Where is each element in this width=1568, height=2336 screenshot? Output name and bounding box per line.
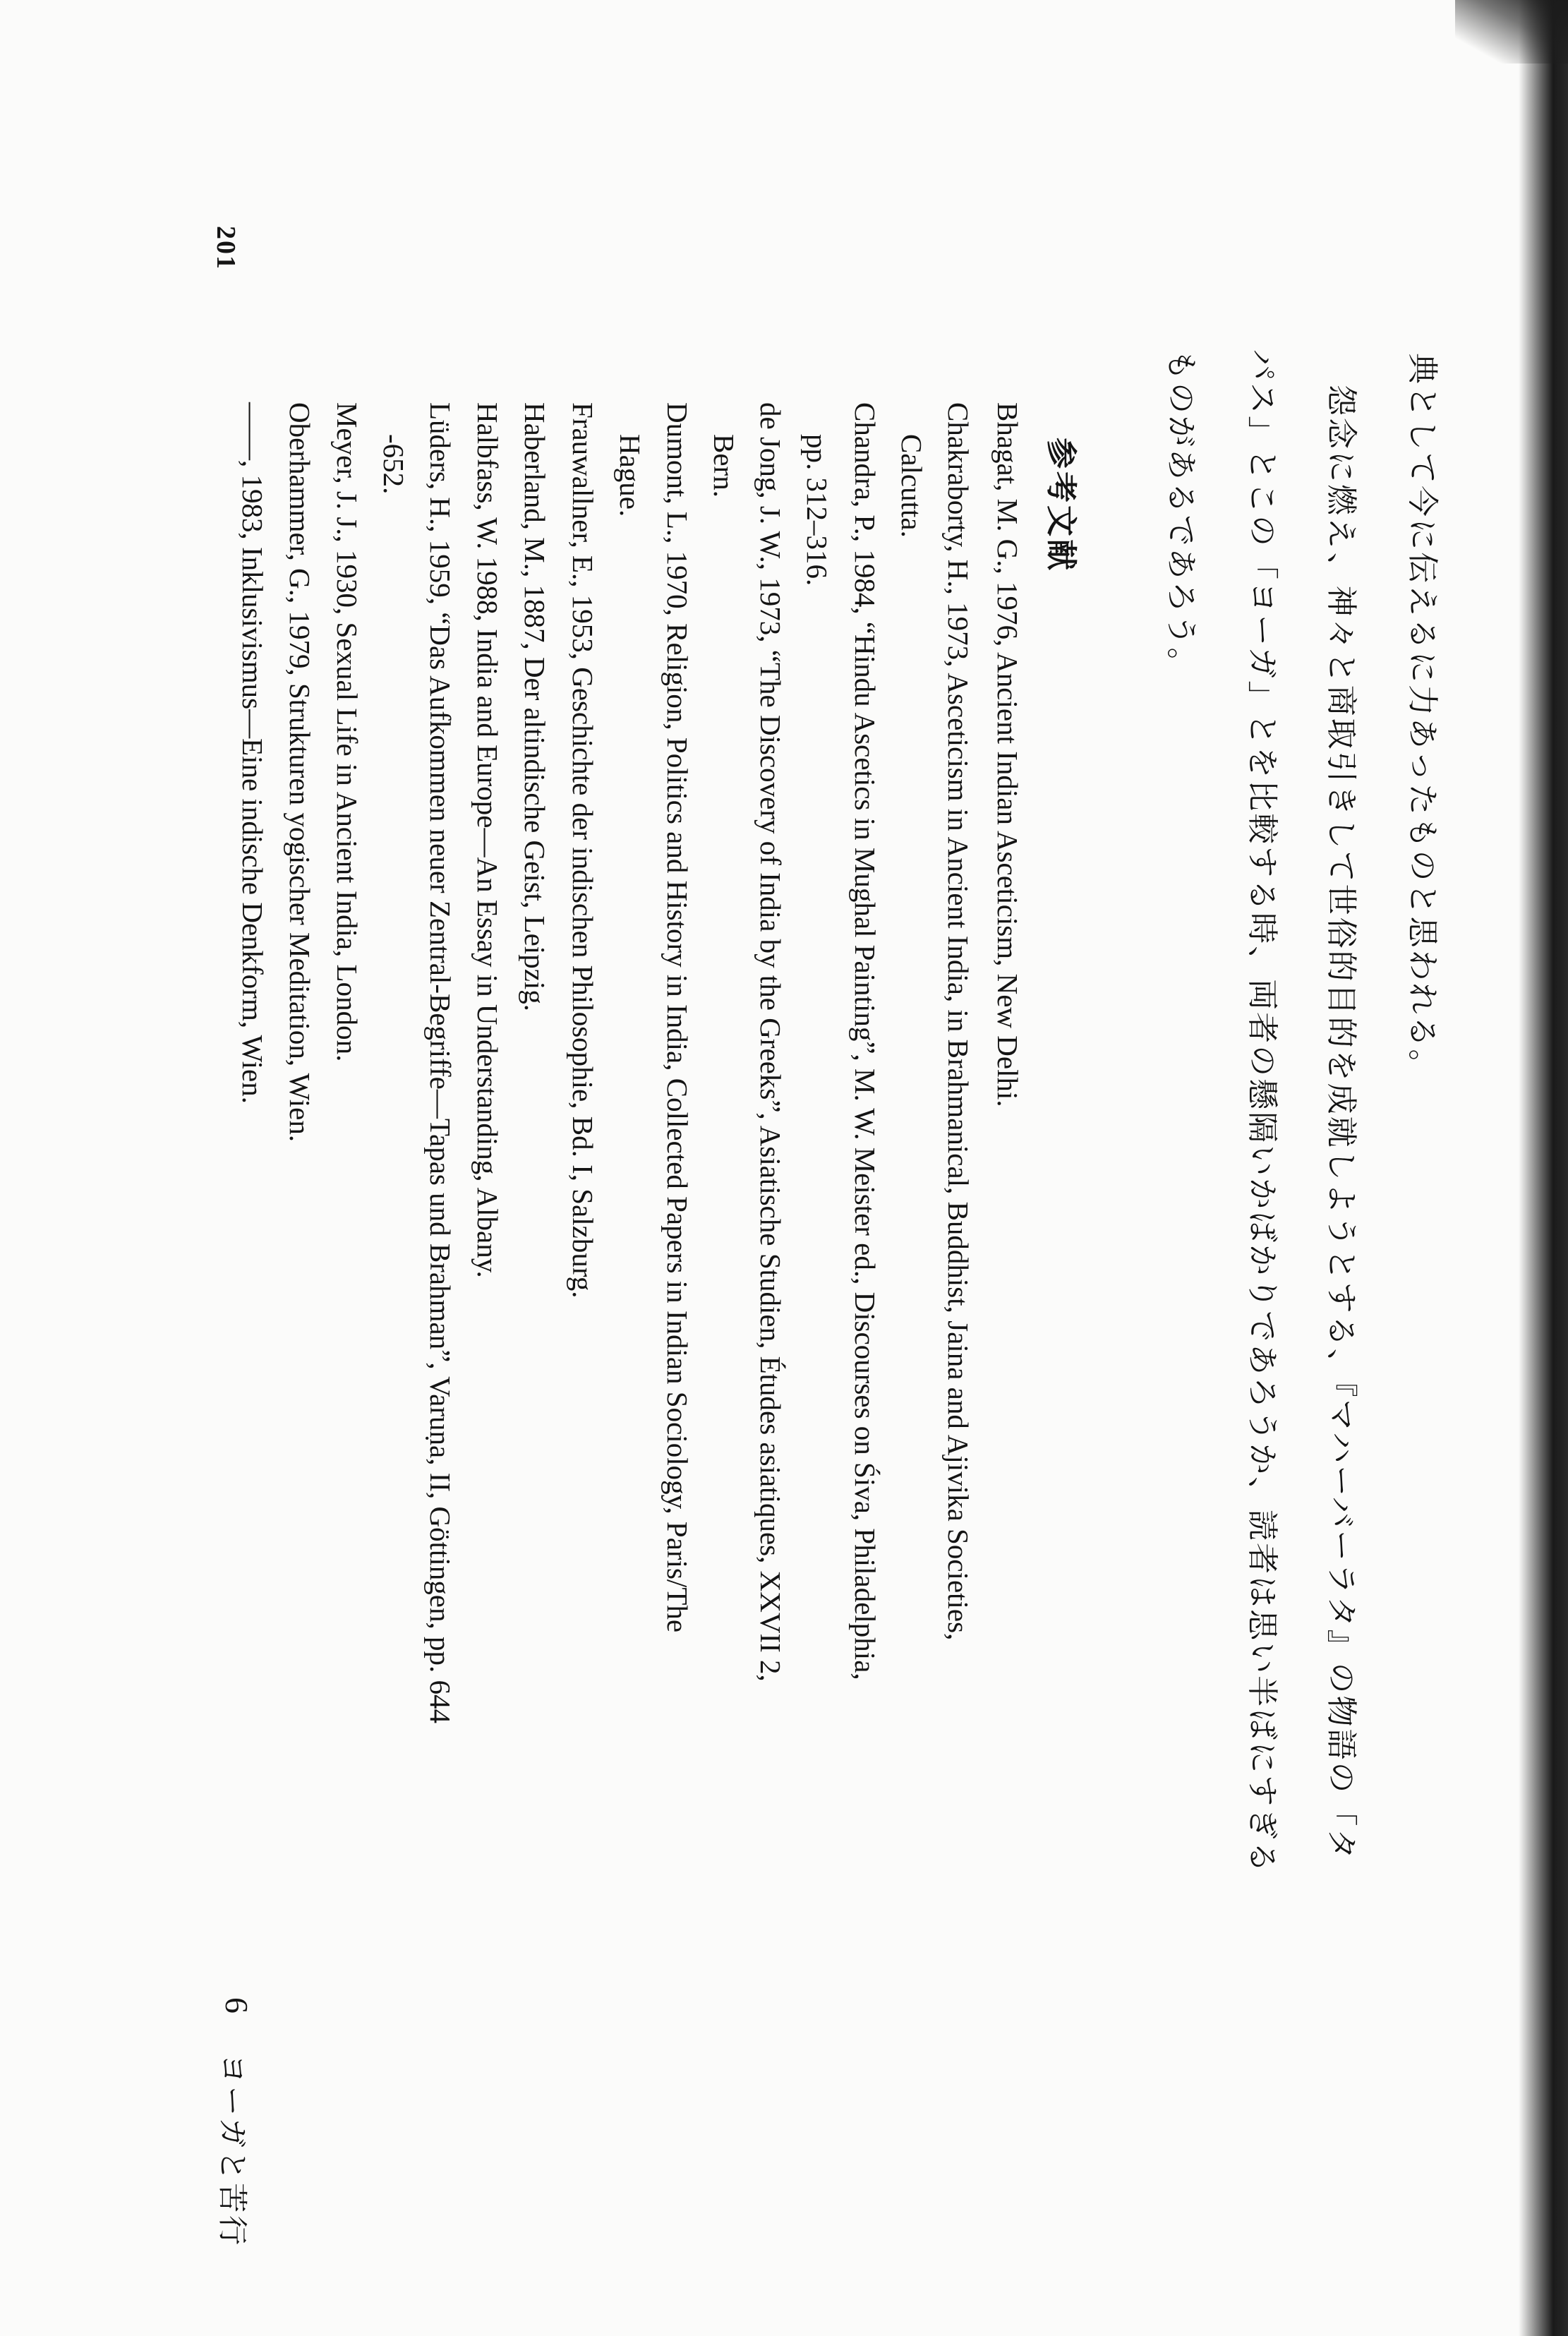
paragraph-line-1: 典として今に伝えるに力あったものと思われる。 (1404, 353, 1440, 1083)
chapter-number: 6 (219, 1997, 255, 2013)
reference-line-17: ——, 1983, Inklusivismus—Eine indische Denkform, Wien. (236, 402, 269, 1104)
reference-line-16: Oberhammer, G., 1979, Strukturen yogischer Meditation, Wien. (284, 402, 316, 1143)
paragraph-line-4: ものがあるであろう。 (1163, 349, 1199, 681)
chapter-title: ヨーガと苦行 (215, 2054, 250, 2248)
reference-line-10: Frauwallner, E., 1953, Geschichte der indischen Philosophie, Bd. I, Salzburg. (567, 402, 599, 1299)
reference-line-6: de Jong, J. W., 1973, “The Discovery of India by the Greeks”, Asiatische Studien, Études asiatiques, XXVII 2, (754, 402, 787, 1682)
reference-line-14: -652. (378, 434, 410, 495)
reference-line-5: pp. 312–316. (801, 434, 833, 586)
reference-line-3: Calcutta. (895, 434, 928, 538)
paragraph-line-3: パス」とこの「ヨーガ」とを比較する時、両者の懸隔いかばかりであろうか、読者は思い半ばにすぎる (1244, 349, 1280, 1875)
reference-line-11: Haberland, M., 1887, Der altindische Geist, Leipzig. (519, 402, 551, 1012)
reference-line-13: Lüders, H., 1959, “Das Aufkommen neuer Zentral-Begriffe—Tapas und Brahman”, Varuṇa, II, Göttingen, pp. 644 (424, 402, 457, 1724)
references-heading: 参考文献 (1043, 438, 1079, 573)
reference-line-2: Chakraborty, H., 1973, Asceticism in Ancient India, in Brahmanical, Buddhist, Jaina and Ajivika Societies, (942, 402, 975, 1641)
paragraph-line-2: 怨念に燃え、神々と商取引きして世俗的目的を成就しようとする、『マハーバーラタ』の物語の「タ (1323, 385, 1359, 1862)
page-number: 201 (211, 226, 241, 270)
reference-line-8: Dumont, L., 1970, Religion, Politics and History in India, Collected Papers in Indian Sociology, Paris/The (661, 402, 694, 1633)
reference-line-1: Bhagat, M. G., 1976, Ancient Indian Asceticism, New Delhi. (991, 402, 1024, 1107)
reference-line-15: Meyer, J. J., 1930, Sexual Life in Ancient India, London. (331, 402, 363, 1062)
reference-line-12: Halbfass, W. 1988, India and Europe—An Essay in Understanding, Albany. (471, 402, 504, 1278)
reference-line-7: Bern. (708, 434, 740, 498)
reference-line-9: Hague. (614, 434, 646, 517)
reference-line-4: Chandra, P., 1984, “Hindu Ascetics in Mughal Painting”, M. W. Meister ed., Discourses on Śiva, Philadelphia, (849, 402, 881, 1680)
